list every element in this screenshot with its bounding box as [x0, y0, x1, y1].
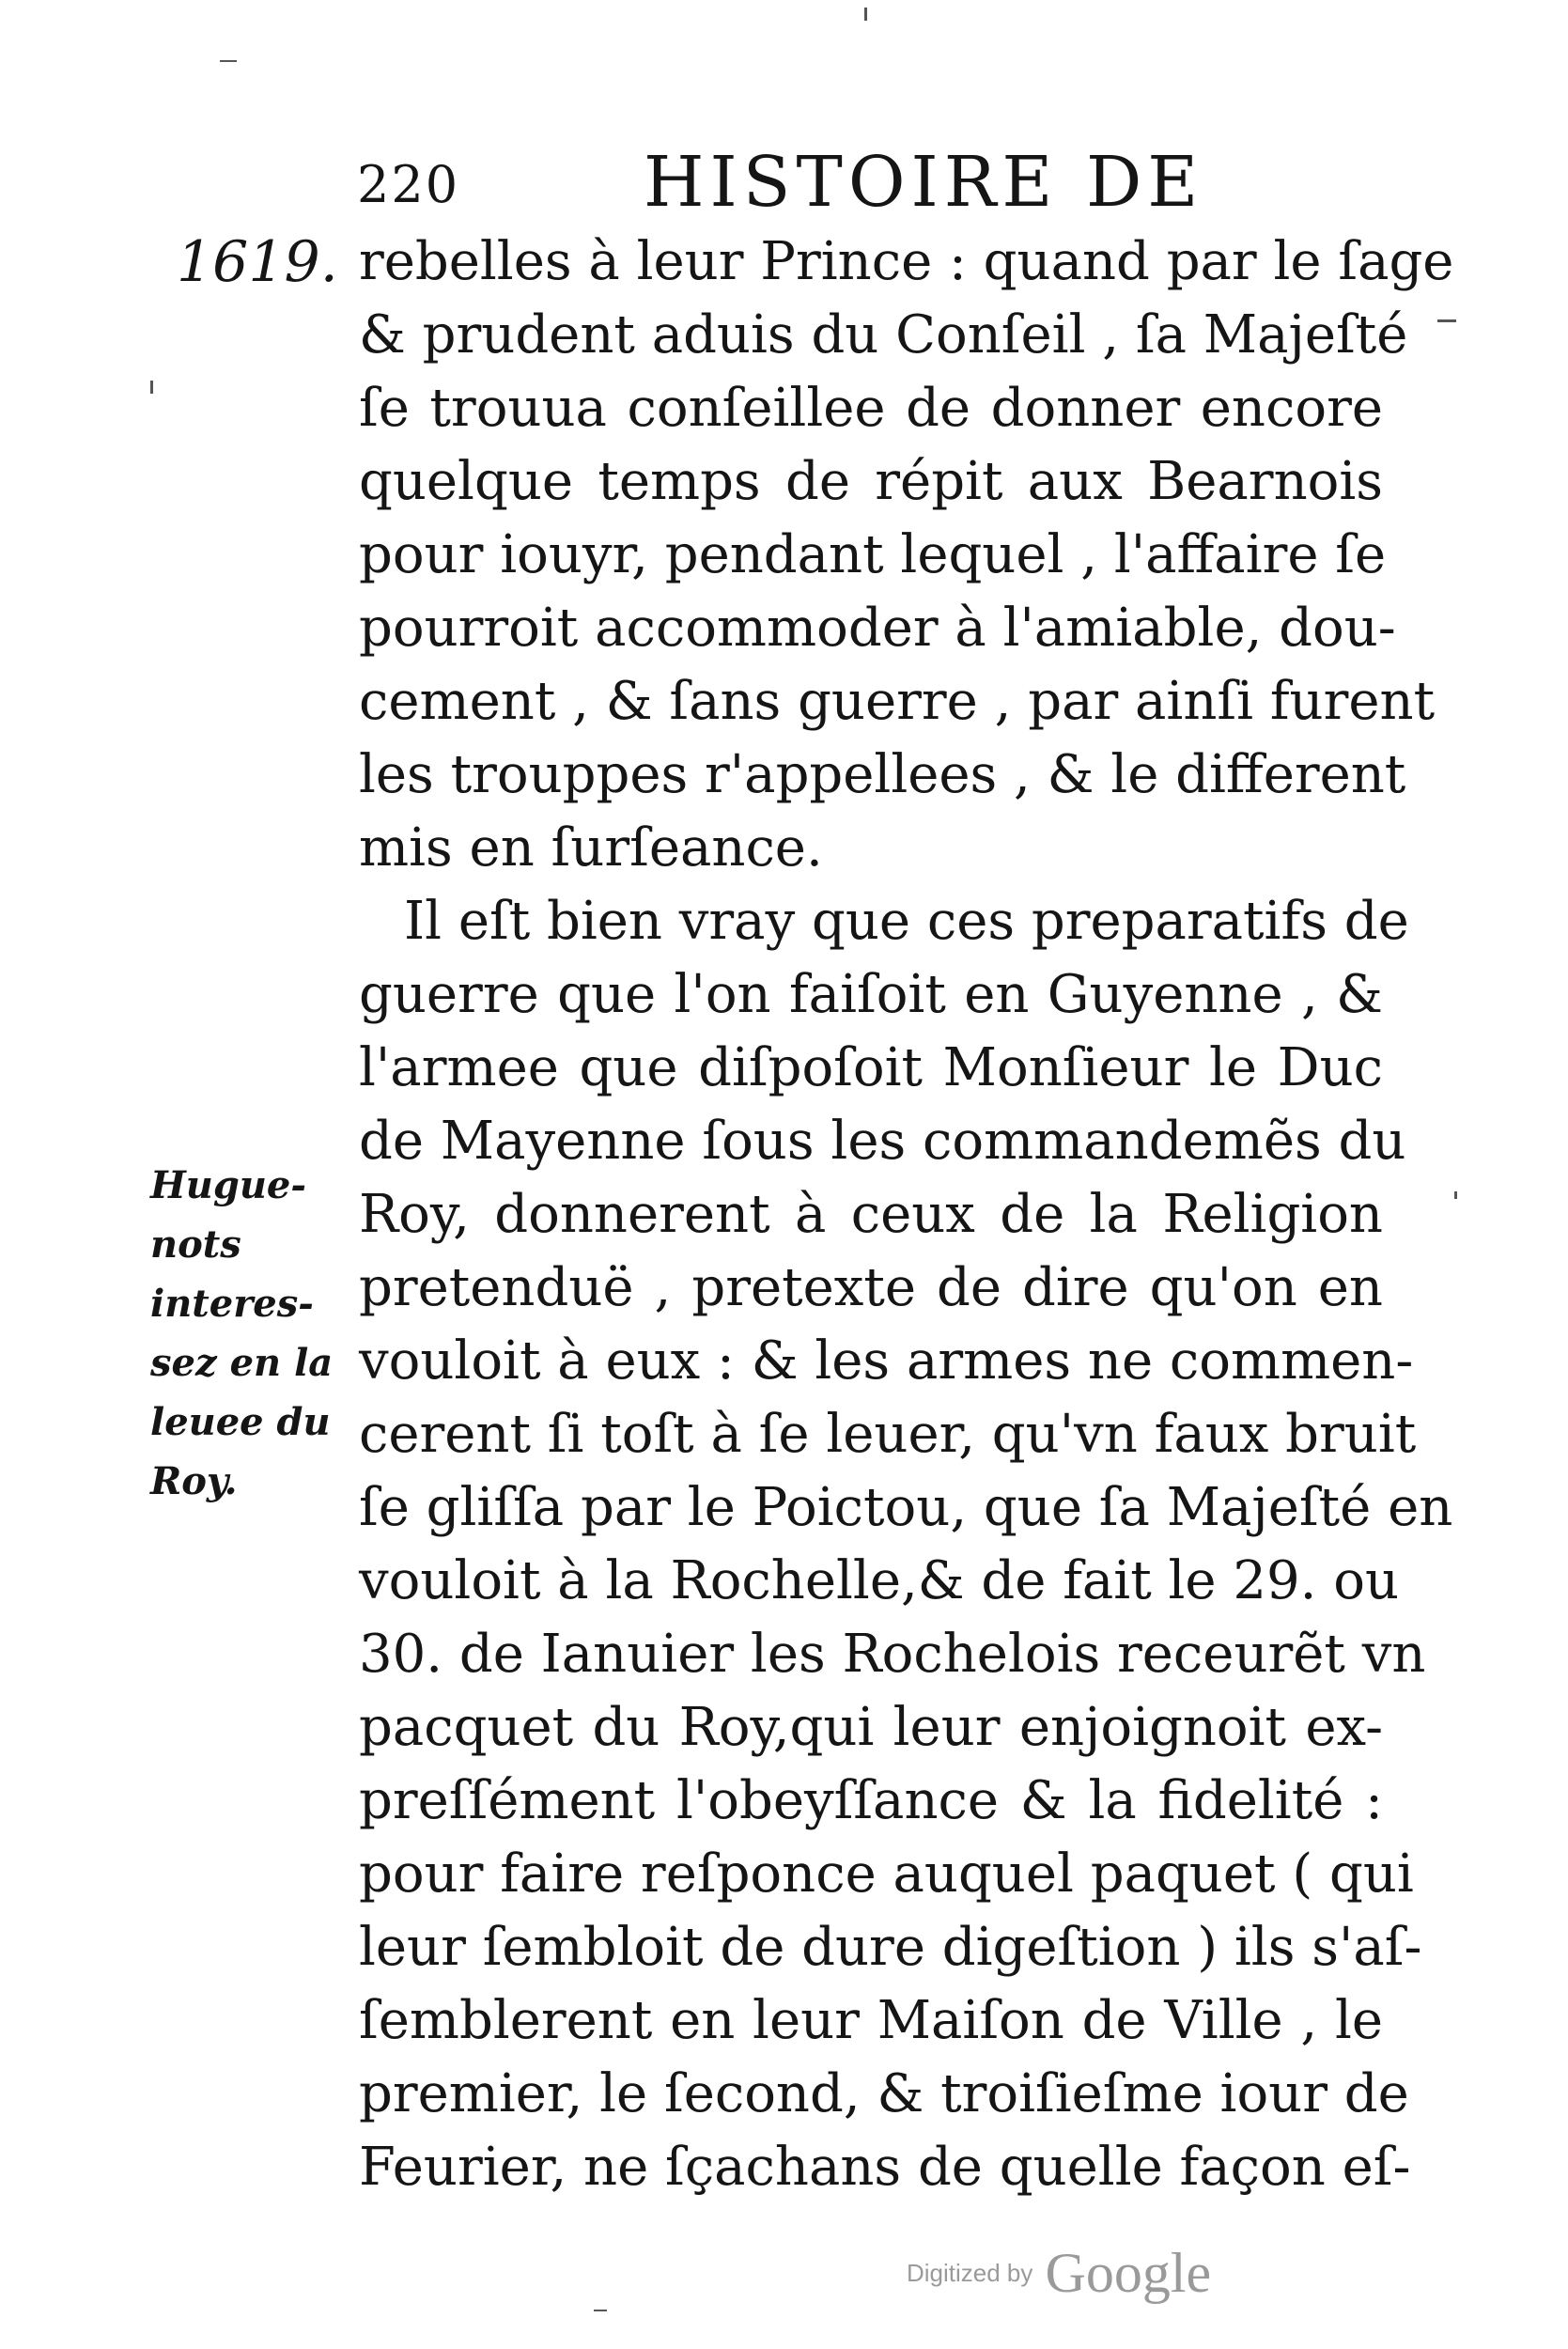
text-line: de Mayenne ſous les commandemẽs du	[359, 1111, 1406, 1172]
margin-note-line: nots	[150, 1222, 241, 1267]
text-line: Roy, donnerent à ceux de la Religion	[359, 1184, 1383, 1245]
margin-note-line: interes-	[150, 1282, 314, 1326]
text-line: pour faire reſponce auquel paquet ( qui	[359, 1843, 1414, 1905]
text-line: les trouppes r'appellees , & le different	[359, 744, 1406, 805]
text-line: pacquet du Roy,qui leur enjoignoit ex-	[359, 1697, 1383, 1758]
margin-note-line: leuee du	[150, 1400, 331, 1444]
text-line: mis en ſurſeance.	[359, 817, 823, 879]
text-line: quelque temps de répit aux Bearnois	[359, 451, 1383, 512]
text-line: 30. de Ianuier les Rochelois receurẽt vn	[359, 1624, 1426, 1685]
digitized-watermark	[907, 2241, 1211, 2306]
text-line: ſemblerent en leur Maiſon de Ville , le	[359, 1990, 1383, 2051]
text-line: premier, le ſecond, & troiſieſme iour de	[359, 2063, 1409, 2124]
text-line: pour iouyr, pendant lequel , l'affaire ſe	[359, 524, 1387, 585]
text-line: & prudent aduis du Conſeil , ſa Majeſté	[359, 304, 1408, 366]
margin-note-line: Hugue-	[150, 1163, 306, 1207]
page-header	[357, 136, 1259, 221]
text-line: vouloit à la Rochelle,& de fait le 29. ou	[359, 1550, 1400, 1611]
body-text	[359, 226, 1454, 2204]
margin-note-line: sez en la	[150, 1341, 334, 1385]
text-line: l'armee que diſpoſoit Monſieur le Duc	[359, 1037, 1383, 1098]
text-line: guerre que l'on faiſoit en Guyenne , &	[359, 964, 1383, 1025]
margin-year: 1619.	[177, 229, 338, 295]
text-line: preſſément l'obeyſſance & la fidelité :	[359, 1770, 1383, 1831]
scan-speck	[220, 60, 237, 62]
margin-note	[150, 1156, 334, 1511]
page-number: 220	[357, 155, 460, 214]
scan-speck	[1437, 319, 1456, 322]
google-logo: Google	[1045, 2242, 1212, 2304]
text-line: cerent ſi toſt à ſe leuer, qu'vn faux bruit	[359, 1404, 1417, 1465]
scan-speck	[150, 381, 153, 394]
text-line: ſe gliſſa par le Poictou, que ſa Majeſté en	[359, 1477, 1453, 1538]
scan-speck	[1454, 1191, 1457, 1199]
text-line: ſe trouua conſeillee de donner encore	[359, 378, 1383, 439]
text-line: leur ſembloit de dure digeſtion ) ils s'aſ-	[359, 1917, 1422, 1978]
scan-speck	[594, 2310, 607, 2311]
text-line: vouloit à eux : & les armes ne commen-	[359, 1330, 1414, 1392]
text-line: rebelles à leur Prince : quand par le ſage	[359, 231, 1454, 292]
scan-speck	[864, 8, 867, 21]
running-title: HISTOIRE DE	[644, 142, 1204, 223]
margin-note-line: Roy.	[150, 1459, 238, 1503]
text-line: pourroit accommoder à l'amiable, dou-	[359, 598, 1396, 659]
digitized-label: Digitized by	[907, 2259, 1033, 2287]
text-line: pretenduë , pretexte de dire qu'on en	[359, 1257, 1383, 1318]
text-line: cement , & ſans guerre , par ainſi furent	[359, 671, 1436, 732]
text-line: Il eſt bien vray que ces preparatifs de	[404, 891, 1409, 952]
text-line: Feurier, ne ſçachans de quelle façon eſ-	[359, 2137, 1411, 2198]
